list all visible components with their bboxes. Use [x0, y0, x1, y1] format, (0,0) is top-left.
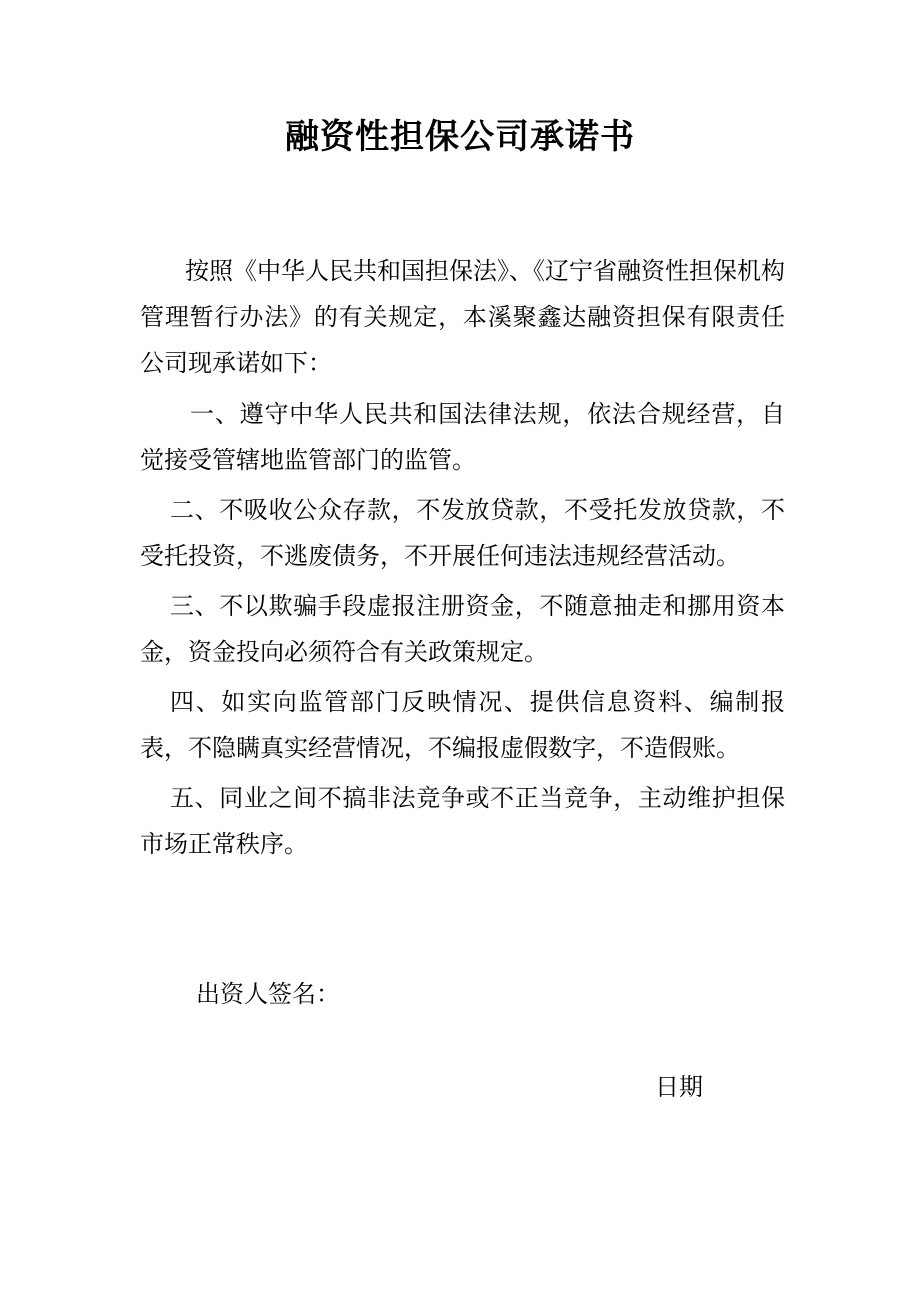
clause-4: 四、如实向监管部门反映情况、提供信息资料、编制报表，不隐瞒真实经营情况，不编报虚假数字，不造假账。: [140, 688, 785, 762]
clause-5: 五、同业之间不搞非法竞争或不正当竞争，主动维护担保市场正常秩序。: [140, 784, 785, 858]
intro-paragraph: 按照《中华人民共和国担保法》、《辽宁省融资性担保机构管理暂行办法》的有关规定，本溪聚鑫达融资担保有限责任公司现承诺如下：: [140, 257, 785, 377]
document-title: 融资性担保公司承诺书: [285, 117, 635, 157]
clause-2: 二、不吸收公众存款，不发放贷款，不受托发放贷款，不受托投资，不逃废债务，不开展任何违法违规经营活动。: [140, 496, 785, 570]
date-label: 日期: [655, 1073, 703, 1101]
clause-1: 一、遵守中华人民共和国法律法规，依法合规经营，自觉接受管辖地监管部门的监管。: [140, 400, 785, 474]
clause-3: 三、不以欺骗手段虚报注册资金，不随意抽走和挪用资本金，资金投向必须符合有关政策规定。: [140, 592, 785, 666]
signature-label: 出资人签名：: [196, 980, 340, 1008]
